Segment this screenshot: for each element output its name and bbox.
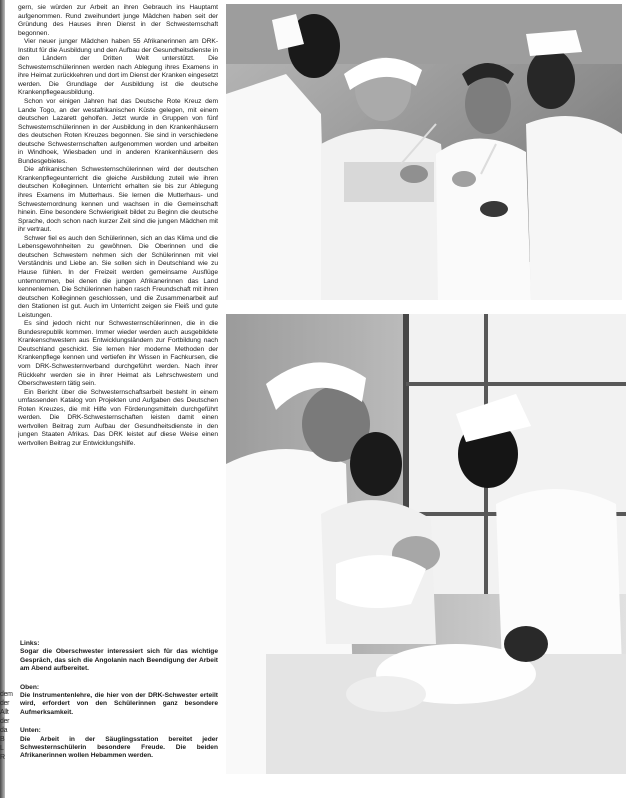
page-gutter-edge <box>0 0 5 798</box>
caption-label: Links: <box>20 640 40 647</box>
article-paragraph-4: Die afrikanischen Schwesternschülerinnen wird der deutschen Krankenpflegeunterricht die gleiche Ausbildung zuteil wie ihren deutschen Kolleginnen. Unterricht erhalten sie bis zur Ablegung ihres Examens im Mutterhaus. Sie lernen die Mutterhaus- und Schwesternordnung kennen und wachsen in die Gemeinschaft hinein. Eine besondere Schwierigkeit bildet zu Beginn die deutsche Sprache, doch schon nach kurzer Zeit sind die jungen Mädchen mit ihr vertraut. <box>18 166 218 234</box>
caption-top <box>20 684 218 718</box>
photo-maternity-ward <box>226 314 626 774</box>
caption-label: Oben: <box>20 683 40 691</box>
caption-text: Sogar die Oberschwester interessiert sich für das wichtige Gespräch, das sich die Angolanin nach Beendigung der Arbeit am Abend aufbereitet. <box>20 648 218 673</box>
caption-text: Die Instrumentenlehre, die hier von der DRK-Schwester erteilt wird, erfordert von den Schülerinnen ganz besondere Aufmerksamkeit. <box>20 692 218 716</box>
article-paragraph-3: Schon vor einigen Jahren hat das Deutsche Rote Kreuz dem Lande Togo, an der westafrikanischen Küste gelegen, mit einem deutschen Lazarett geholfen. Jetzt wurde in Gruppen von fünf Schwesternschülerinnen in der Ausbildung in den Krankenhäusern des deutschen Roten Kreuzes begonnen. Sie sind in verschiedene deutsche Schwesternschaften aufgenommen worden und arbeiten in Windhoek, Wiesbaden und in anderen Krankenhäusern des Bundesgebietes. <box>18 98 218 165</box>
photo-captions <box>20 640 218 771</box>
photo-maternity-ward-image <box>226 314 626 774</box>
article-paragraph-2: Vier neuer junger Mädchen haben 55 Afrikanerinnen am DRK-Institut für die Ausbildung und den Aufbau der Gesundheitsdienste in den Ländern der Dritten Welt unterstützt. Die Schwesternschülerinnen werden nach Ablegung ihres Examens in ihre Heimat zurückkehren und dort im Dienst der Kranken eingesetzt werden. Die Grundlage der Ausbildung ist die deutsche Krankenpflegeausbildung. <box>18 38 218 97</box>
caption-bottom <box>20 727 218 761</box>
photo-nurses-instruction <box>226 4 622 300</box>
article-paragraph-7: Ein Bericht über die Schwesternschaftsarbeit besteht in einem umfassenden Katalog von Projekten und Aufgaben des Deutschen Roten Kreuzes, die mit Hilfe von Förderungsmitteln durchgeführt werden. Die DRK-Schwesternschaften leisten damit einen wertvollen Beitrag zum Aufbau der Gesundheitsdienste in den jungen Staaten Afrikas. Das DRK leistet auf diese Weise einen wertvollen Beitrag zur Entwicklungshilfe. <box>18 388 218 447</box>
article-paragraph-1: gern, sie würden zur Arbeit an ihren Gebrauch ins Hauptamt aufgenommen. Rund zweihundert junge Mädchen haben seit der Gründung des Hauses ihren Dienst in der Schwesternschaft begonnen. <box>18 4 218 37</box>
caption-left <box>20 640 218 674</box>
photo-nurses-instruction-image <box>226 4 622 300</box>
adjacent-page-text-fragment: dem der Allt der da B L R <box>0 691 13 761</box>
caption-text: Die Arbeit in der Säuglingsstation bereitet jeder Schwesternschülerin besondere Freude. Die beiden Afrikanerinnen wollen Hebammen werden. <box>20 735 218 760</box>
article-body-column <box>18 4 218 616</box>
article-paragraph-5: Schwer fiel es auch den Schülerinnen, sich an das Klima und die Lebensgewohnheiten zu gewöhnen. Die Oberinnen und die deutschen Schwestern nehmen sich der Schülerinnen mit viel Verständnis und Liebe an. Sie sollen sich in Deutschland wie zu Hause fühlen. In der Freizeit werden gemeinsame Ausflüge unternommen, bei denen die jungen Afrikanerinnen das Land kennenlernen. Die Schülerinnen haben rasch Freundschaft mit ihren deutschen Kolleginnen geschlossen, und die Zusammenarbeit auf den Stationen ist gut. Auch im Unterricht zeigen sie Fleiß und gute Leistungen. <box>18 234 218 319</box>
article-paragraph-6: Es sind jedoch nicht nur Schwesternschülerinnen, die in die Bundesrepublik kommen. Immer wieder werden auch ausgebildete Krankenschwestern aus Entwicklungsländern zur Fortbildung nach Deutschland geschickt. Sie lernen hier moderne Methoden der Krankenpflege kennen und vertiefen ihr Wissen in Fachkursen, die vom DRK-Schwesternverband durchgeführt werden. Nach ihrer Rückkehr werden sie in ihrer Heimat als Lehrschwestern und Oberschwestern tätig sein. <box>18 320 218 388</box>
caption-label: Unten: <box>20 727 41 735</box>
